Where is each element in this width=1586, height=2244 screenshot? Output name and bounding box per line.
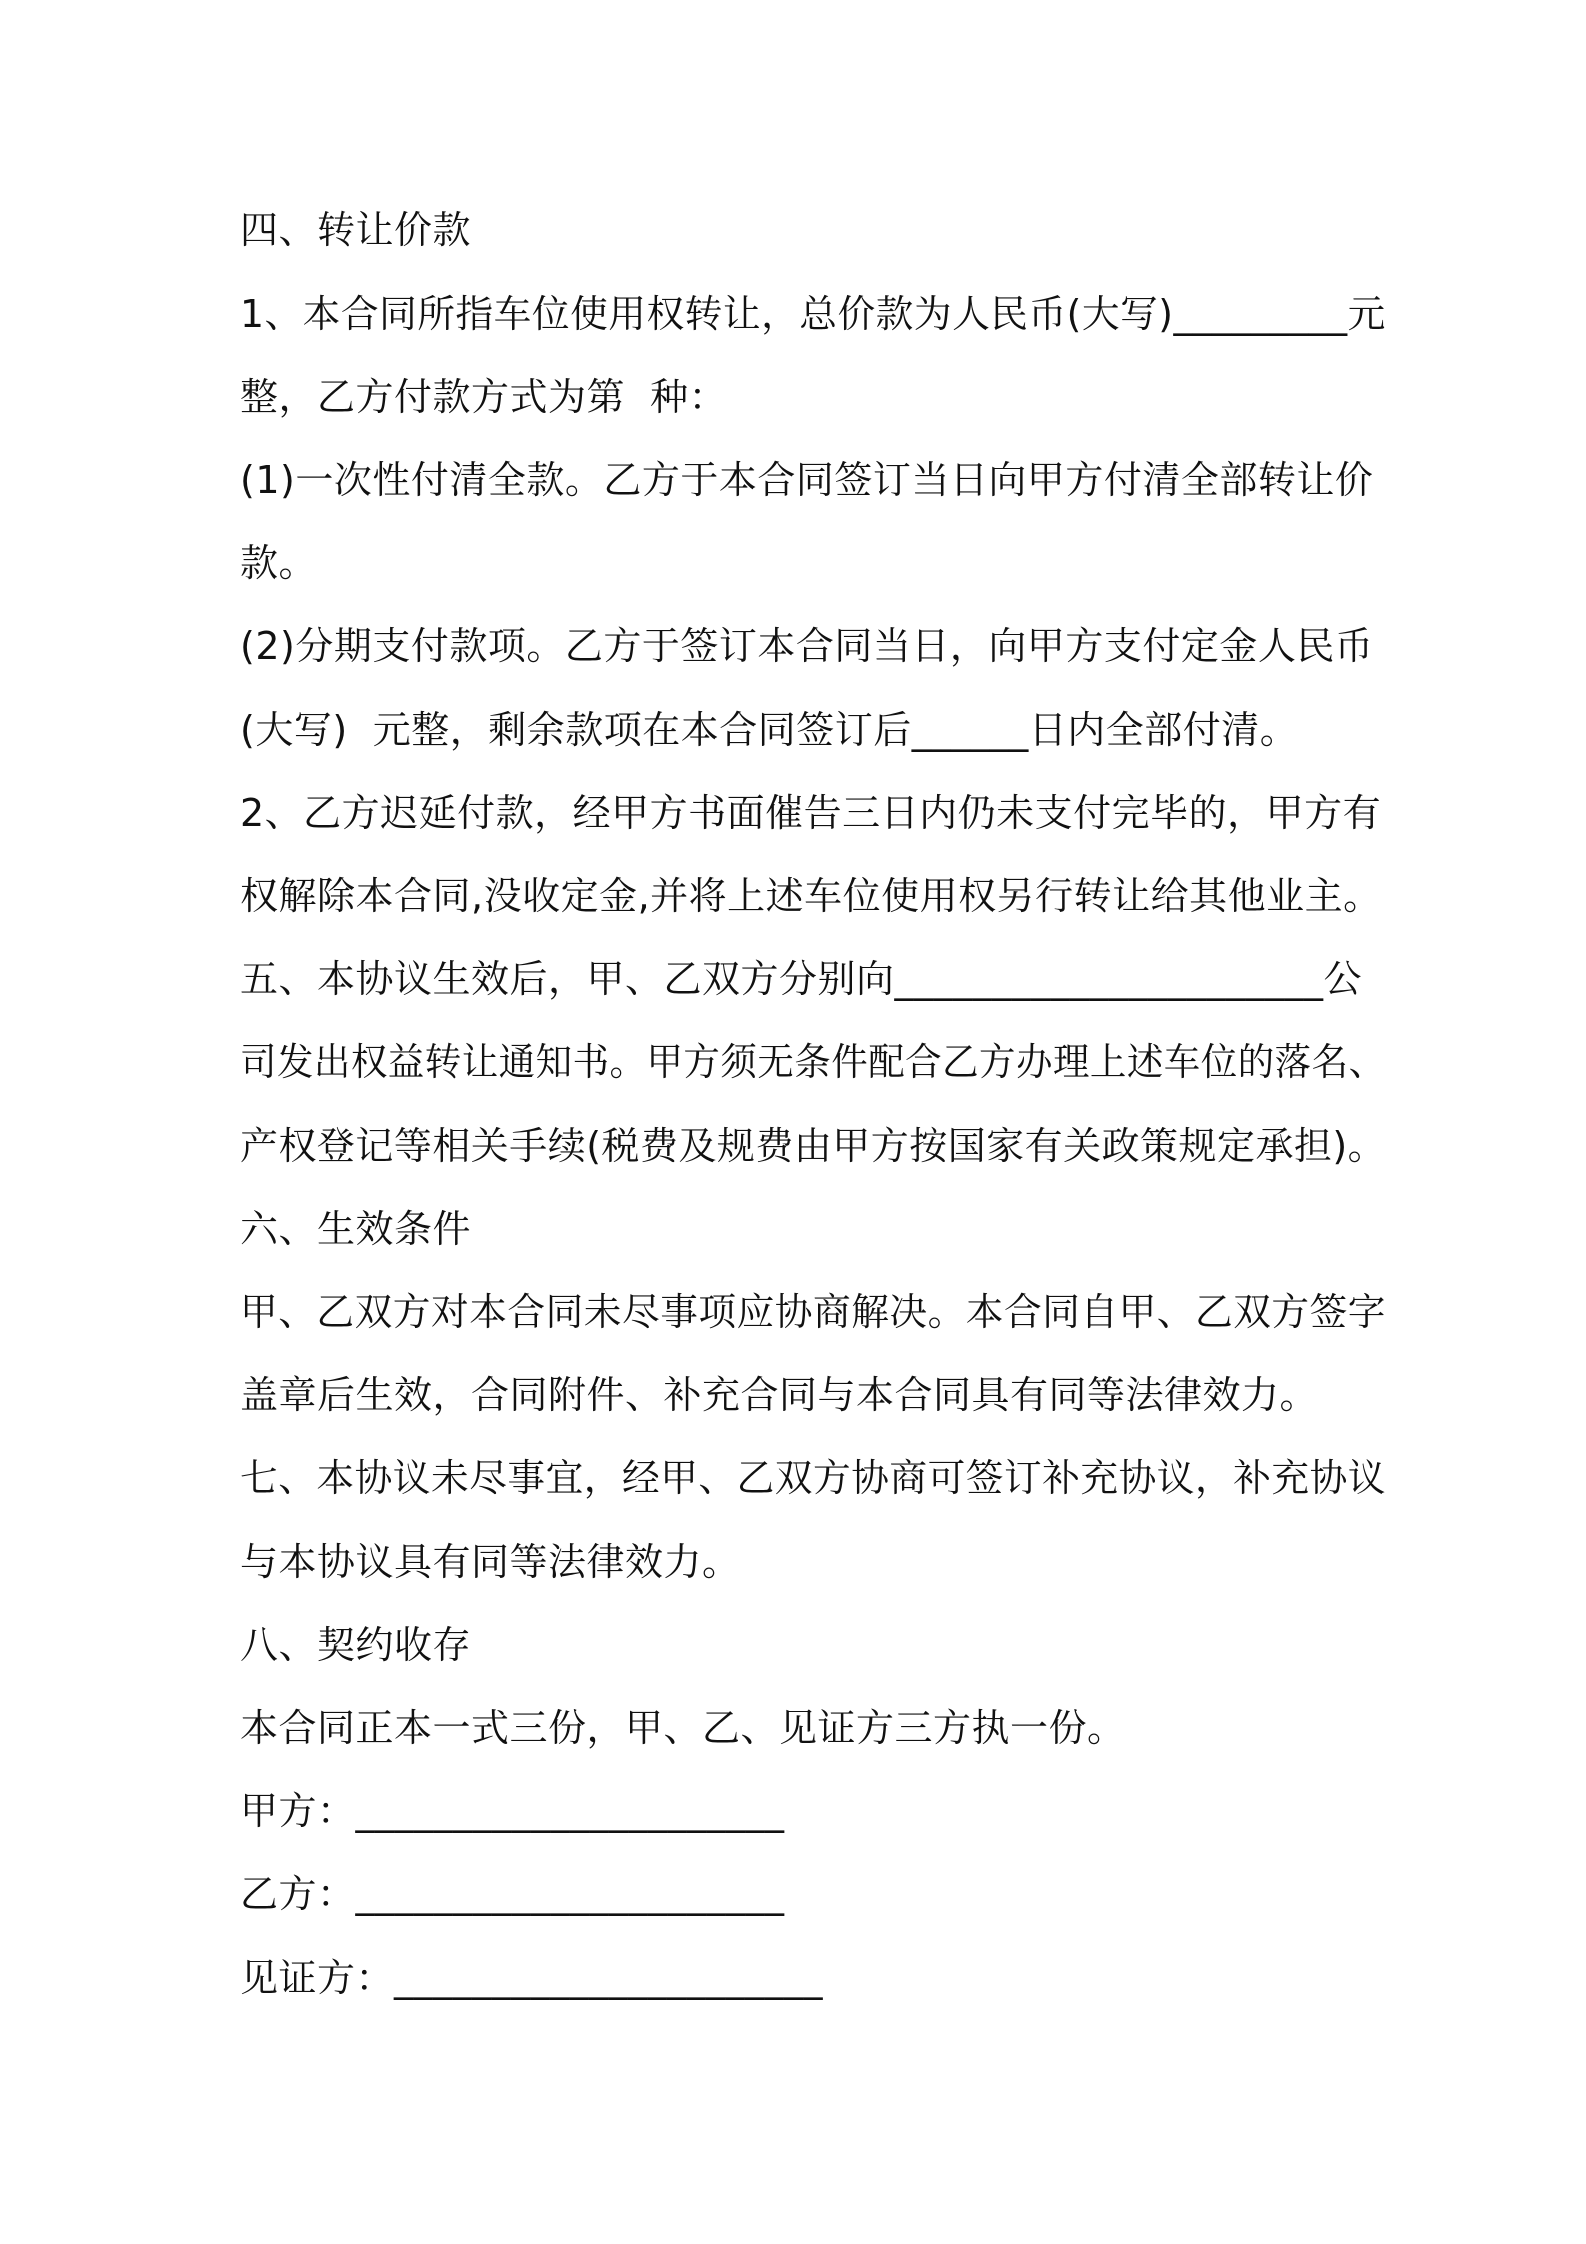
clause-4-1-line-1: 1、本合同所指车位使用权转让，总价款为人民币(大写)_________元	[240, 292, 1386, 336]
party-a-signature-line: 甲方：______________________	[240, 1789, 785, 1833]
section-5-line-3: 产权登记等相关手续(税费及规费由甲方按国家有关政策规定承担)。	[240, 1124, 1387, 1168]
section-6-line-1: 甲、乙双方对本合同未尽事项应协商解决。本合同自甲、乙双方签字	[240, 1290, 1387, 1334]
option-2-line-1: (2)分期支付款项。乙方于签订本合同当日，向甲方支付定金人民币	[240, 624, 1374, 668]
witness-signature-line: 见证方：______________________	[240, 1956, 824, 2000]
section-5-line-2: 司发出权益转让通知书。甲方须无条件配合乙方办理上述车位的落名、	[240, 1040, 1386, 1084]
option-2-line-2: (大写) 元整，剩余款项在本合同签订后______日内全部付清。	[240, 708, 1299, 752]
option-1-line-2: 款。	[240, 541, 318, 585]
section-5-line-1: 五、本协议生效后，甲、乙双方分别向______________________公	[240, 957, 1363, 1001]
section-6-heading: 六、生效条件	[240, 1207, 472, 1251]
section-4-heading: 四、转让价款	[240, 208, 472, 252]
clause-4-2-line-1: 2、乙方迟延付款，经甲方书面催告三日内仍未支付完毕的，甲方有	[240, 791, 1382, 835]
clause-4-1-line-2: 整，乙方付款方式为第 种：	[240, 375, 728, 419]
section-8-heading: 八、契约收存	[240, 1623, 472, 1667]
section-7-line-1: 七、本协议未尽事宜，经甲、乙双方协商可签订补充协议，补充协议	[240, 1456, 1387, 1500]
clause-4-2-line-2: 权解除本合同,没收定金,并将上述车位使用权另行转让给其他业主。	[240, 874, 1382, 918]
section-6-line-2: 盖章后生效，合同附件、补充合同与本合同具有同等法律效力。	[240, 1373, 1319, 1417]
party-b-signature-line: 乙方：______________________	[240, 1872, 785, 1916]
section-7-line-2: 与本协议具有同等法律效力。	[240, 1540, 741, 1584]
option-1-line-1: (1)一次性付清全款。乙方于本合同签订当日向甲方付清全部转让价	[240, 458, 1374, 502]
section-8-line-1: 本合同正本一式三份，甲、乙、见证方三方执一份。	[240, 1706, 1126, 1750]
